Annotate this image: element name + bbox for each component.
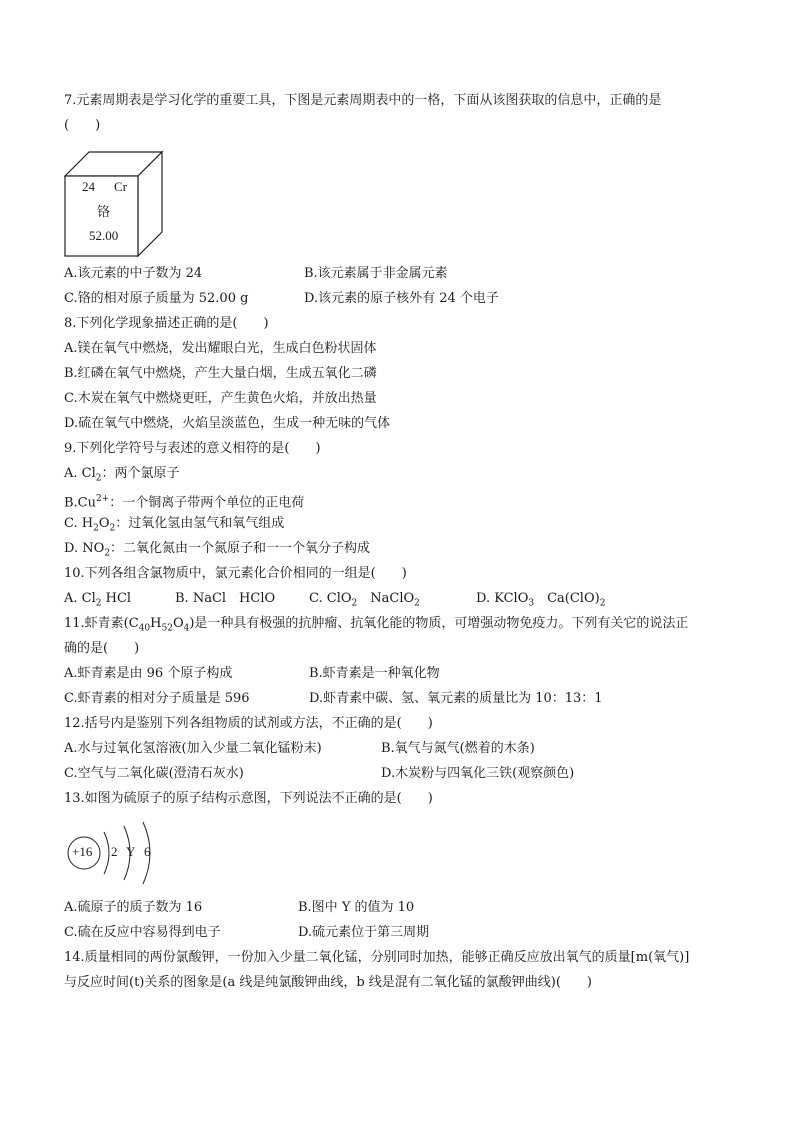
- q13-stem: 13.如图为硫原子的原子结构示意图，下列说法不正确的是( ): [64, 791, 433, 806]
- q8-option-a: A.镁在氧气中燃烧，发出耀眼白光，生成白色粉状固体: [64, 341, 377, 356]
- q11-option-a: A.虾青素是由 96 个原子构成: [64, 666, 233, 681]
- q8-stem: 8.下列化学现象描述正确的是( ): [64, 316, 269, 331]
- shell-1-electrons: 2: [111, 844, 118, 859]
- q10-stem: 10.下列各组含氯物质中，氯元素化合价相同的一组是( ): [64, 566, 407, 581]
- q7-stem: 7.元素周期表是学习化学的重要工具，下图是元素周期表中的一格，下面从该图获取的信息中，正确的是: [64, 93, 662, 108]
- q14-stem: 14.质量相同的两份氯酸钾，一份加入少量二氧化锰，分别同时加热，能够正确反应放出氧气的质量[m(氧气)]: [64, 950, 690, 965]
- q13-option-a: A.硫原子的质子数为 16: [64, 900, 203, 915]
- q9-option-b: $B.Cu^{2+}$：一个铜离子带两个单位的正电荷: [64, 494, 305, 511]
- q11-option-b: B.虾青素是一种氧化物: [309, 666, 440, 681]
- q13-option-c: C.硫在反应中容易得到电子: [64, 925, 221, 940]
- q12-stem: 12.括号内是鉴别下列各组物质的试剂或方法，不正确的是( ): [64, 716, 433, 731]
- element-symbol: Cr: [114, 179, 127, 194]
- q12-option-b: B.氧气与氮气(燃着的木条): [381, 741, 535, 756]
- nucleus-charge: +16: [72, 844, 93, 859]
- q12-option-d: D.木炭粉与四氧化三铁(观察颜色): [381, 766, 575, 781]
- q12-option-c: C.空气与二氧化碳(澄清石灰水): [64, 766, 244, 781]
- q13-option-d: D.硫元素位于第三周期: [298, 925, 430, 940]
- sulfur-atom-diagram: [64, 818, 174, 888]
- q7-option-c: C.铬的相对原子质量为 52.00 g: [64, 291, 249, 306]
- q9-option-d: D. $NO_2$：二氧化氮由一个氮原子和一一个氧分子构成: [64, 541, 371, 559]
- q10-option-c: C. ClO$_2$ NaClO$_2$: [309, 591, 420, 609]
- element-cell-figure: [64, 150, 164, 260]
- q11-stem: 11.虾青素$(C_{40}H_{52}O_4)$是一种具有极强的抗肿瘤、抗氧化能的物质，可增强动物免疫力。下列有关它的说法正: [64, 616, 689, 634]
- q9-option-a: A. $Cl_2$：两个氯原子: [64, 466, 180, 484]
- q8-option-c: C.木炭在氧气中燃烧更旺，产生黄色火焰，并放出热量: [64, 391, 377, 406]
- q7-option-b: B.该元素属于非金属元素: [304, 266, 448, 281]
- q13-option-b: B.图中 Y 的值为 10: [298, 900, 415, 915]
- q8-option-d: D.硫在氧气中燃烧，火焰呈淡蓝色，生成一种无味的气体: [64, 416, 391, 431]
- shell-2-electrons: Y: [126, 844, 136, 859]
- q9-option-c: C. $H_2O_2$：过氧化氢由氢气和氧气组成: [64, 516, 285, 534]
- q14-stem-cont: 与反应时间(t)关系的图象是(a 线是纯氯酸钾曲线，b 线是混有二氧化锰的氯酸钾曲线)( ): [64, 975, 592, 990]
- q11-option-c: C.虾青素的相对分子质量是 596: [64, 691, 250, 706]
- element-mass: 52.00: [89, 228, 119, 243]
- q7-option-a: A.该元素的中子数为 24: [64, 266, 203, 281]
- q7-option-d: D.该元素的原子核外有 24 个电子: [304, 291, 499, 306]
- q9-stem: 9.下列化学符号与表述的意义相符的是( ): [64, 441, 321, 456]
- q10-option-a: A. $Cl_2$ HCl: [64, 591, 132, 609]
- q8-option-b: B.红磷在氧气中燃烧，产生大量白烟，生成五氧化二磷: [64, 366, 377, 381]
- q12-option-a: A.水与过氧化氢溶液(加入少量二氧化锰粉末): [64, 741, 322, 756]
- element-atomic-number: 24: [82, 179, 95, 194]
- q10-option-d: D. KClO$_3$ $Ca(ClO)_2$: [476, 591, 606, 609]
- q11-stem-cont: 确的是( ): [64, 641, 140, 656]
- q7-stem-paren: ( ): [64, 118, 101, 133]
- element-name: 铬: [97, 204, 111, 219]
- q10-option-b: B. NaCl HClO: [175, 591, 276, 606]
- q11-option-d: D.虾青素中碳、氢、氧元素的质量比为 10：13：1: [309, 691, 603, 706]
- shell-3-electrons: 6: [144, 844, 151, 859]
